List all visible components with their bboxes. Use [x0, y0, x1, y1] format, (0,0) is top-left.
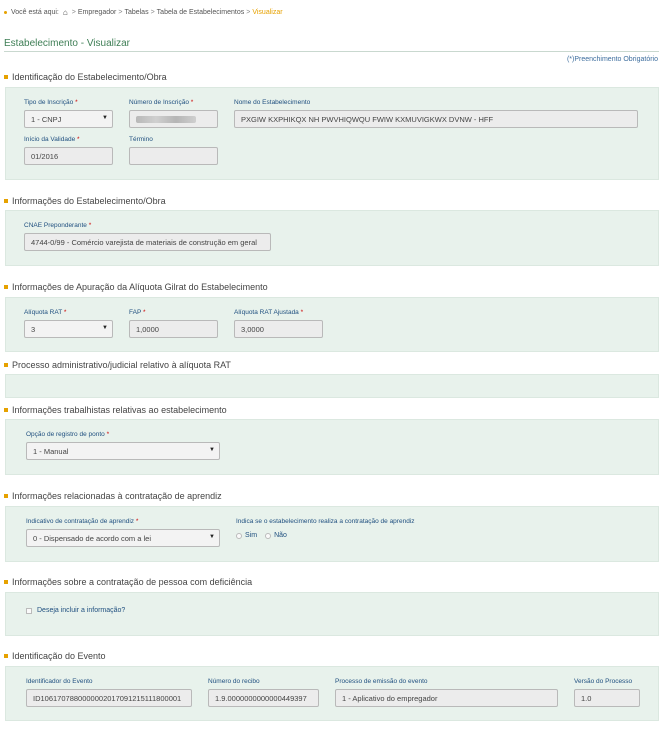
- numero-recibo-label: Número do recibo: [208, 678, 260, 685]
- rat-ajustada-field[interactable]: 3,0000: [234, 320, 323, 338]
- registro-ponto-label: Opção de registro de ponto *: [26, 431, 110, 438]
- breadcrumb-bullet: [4, 11, 7, 14]
- breadcrumb-separator: >: [118, 9, 123, 16]
- breadcrumb: [4, 8, 283, 17]
- deficiencia-checkbox-label: Deseja incluir a informação?: [37, 607, 126, 614]
- section-bullet: [4, 285, 8, 289]
- nome-label: Nome do Estabelecimento: [234, 99, 311, 106]
- section-title-deficiencia: [4, 577, 252, 587]
- indicativo-aprendiz-label: Indicativo de contratação de aprendiz *: [26, 518, 139, 525]
- radio-sim-label: Sim: [245, 532, 258, 539]
- realiza-aprendiz-radio-group: [236, 532, 287, 539]
- section-title-processo: [4, 360, 231, 370]
- fap-field[interactable]: 1,0000: [129, 320, 218, 338]
- section-title-trabalhistas: [4, 405, 227, 415]
- radio-nao[interactable]: [265, 533, 271, 539]
- section-title-informacoes: [4, 196, 166, 206]
- panel-aprendiz: [5, 506, 659, 562]
- identificador-evento-field[interactable]: ID1061707880000002017091215111800001: [26, 689, 192, 707]
- panel-identificacao: [5, 87, 659, 180]
- chevron-down-icon: ▼: [209, 534, 215, 540]
- section-title-text: Informações do Estabelecimento/Obra: [12, 196, 166, 206]
- section-title-text: Informações sobre a contratação de pessoa com deficiência: [12, 577, 253, 587]
- breadcrumb-separator: >: [246, 9, 251, 16]
- cnae-label: CNAE Preponderante *: [24, 222, 92, 229]
- tipo-inscricao-label: Tipo de Inscrição *: [24, 99, 78, 106]
- section-title-apuracao: [4, 282, 268, 292]
- indicativo-aprendiz-value: 0 - Dispensado de acordo com a lei: [33, 533, 151, 543]
- numero-inscricao-label: Número de Inscrição *: [129, 99, 194, 106]
- identificador-evento-label: Identificador do Evento: [26, 678, 93, 685]
- radio-nao-label: Não: [274, 532, 287, 539]
- section-title-text: Processo administrativo/judicial relativo à alíquota RAT: [12, 360, 231, 370]
- deficiencia-checkbox-row: [26, 607, 125, 614]
- home-icon[interactable]: ⌂: [62, 8, 68, 17]
- aliquota-rat-value: 3: [31, 324, 36, 334]
- chevron-down-icon: ▼: [102, 115, 108, 121]
- termino-label: Término: [129, 136, 153, 143]
- required-note: (*)Preenchimento Obrigatório: [566, 56, 658, 63]
- rat-ajustada-label: Alíquota RAT Ajustada *: [234, 309, 304, 316]
- panel-trabalhistas: [5, 419, 659, 475]
- registro-ponto-value: 1 - Manual: [33, 446, 69, 456]
- versao-processo-label: Versão do Processo: [574, 678, 633, 685]
- breadcrumb-prefix: Você está aqui:: [11, 9, 59, 16]
- section-title-aprendiz: [4, 491, 222, 501]
- section-bullet: [4, 75, 8, 79]
- numero-inscricao-field[interactable]: [129, 110, 218, 128]
- processo-emissao-label: Processo de emissão do evento: [335, 678, 428, 685]
- panel-evento: [5, 666, 659, 721]
- panel-apuracao: [5, 297, 659, 352]
- section-bullet: [4, 408, 8, 412]
- breadcrumb-item-empregador[interactable]: Empregador: [77, 9, 117, 16]
- numero-recibo-field[interactable]: 1.9.0000000000000449397: [208, 689, 319, 707]
- fap-label: FAP *: [129, 309, 146, 316]
- nome-field[interactable]: PXGIW KXPHIKQX NH PWVHIQWQU FWIW KXMUVIGKWX DVNW - HFF: [234, 110, 638, 128]
- termino-field[interactable]: [129, 147, 218, 165]
- cnae-field[interactable]: 4744-0/99 - Comércio varejista de materiais de construção em geral: [24, 233, 271, 251]
- breadcrumb-item-tabelas[interactable]: Tabelas: [124, 9, 149, 16]
- versao-processo-field[interactable]: 1.0: [574, 689, 640, 707]
- aliquota-rat-select[interactable]: [24, 320, 113, 338]
- breadcrumb-item-tabela-estabelecimentos[interactable]: Tabela de Estabelecimentos: [156, 9, 245, 16]
- section-title-text: Identificação do Evento: [12, 651, 106, 661]
- breadcrumb-current: Visualizar: [252, 9, 283, 16]
- section-title-text: Identificação do Estabelecimento/Obra: [12, 72, 167, 82]
- breadcrumb-separator: >: [150, 9, 155, 16]
- radio-sim[interactable]: [236, 533, 242, 539]
- tipo-inscricao-select[interactable]: [24, 110, 113, 128]
- registro-ponto-select[interactable]: [26, 442, 220, 460]
- section-bullet: [4, 654, 8, 658]
- panel-processo: [5, 374, 659, 398]
- deficiencia-checkbox[interactable]: [26, 608, 32, 614]
- title-divider: [4, 51, 659, 52]
- realiza-aprendiz-label: Indica se o estabelecimento realiza a contratação de aprendiz: [236, 518, 415, 525]
- page-title: Estabelecimento - Visualizar: [4, 38, 130, 49]
- redacted-value: [136, 116, 196, 123]
- section-title-text: Informações trabalhistas relativas ao estabelecimento: [12, 405, 227, 415]
- panel-deficiencia: [5, 592, 659, 636]
- tipo-inscricao-value: 1 - CNPJ: [31, 114, 62, 124]
- aliquota-rat-label: Alíquota RAT *: [24, 309, 67, 316]
- section-bullet: [4, 363, 8, 367]
- indicativo-aprendiz-select[interactable]: [26, 529, 220, 547]
- section-title-identificacao: [4, 72, 167, 82]
- chevron-down-icon: ▼: [209, 447, 215, 453]
- section-bullet: [4, 494, 8, 498]
- inicio-validade-label: Início da Validade *: [24, 136, 80, 143]
- section-title-text: Informações relacionadas à contratação de aprendiz: [12, 491, 222, 501]
- section-bullet: [4, 580, 8, 584]
- breadcrumb-separator: >: [71, 9, 76, 16]
- panel-informacoes: [5, 210, 659, 266]
- section-title-text: Informações de Apuração da Alíquota Gilrat do Estabelecimento: [12, 282, 268, 292]
- processo-emissao-field[interactable]: 1 - Aplicativo do empregador: [335, 689, 558, 707]
- section-bullet: [4, 199, 8, 203]
- section-title-evento: [4, 651, 106, 661]
- chevron-down-icon: ▼: [102, 325, 108, 331]
- inicio-validade-field[interactable]: 01/2016: [24, 147, 113, 165]
